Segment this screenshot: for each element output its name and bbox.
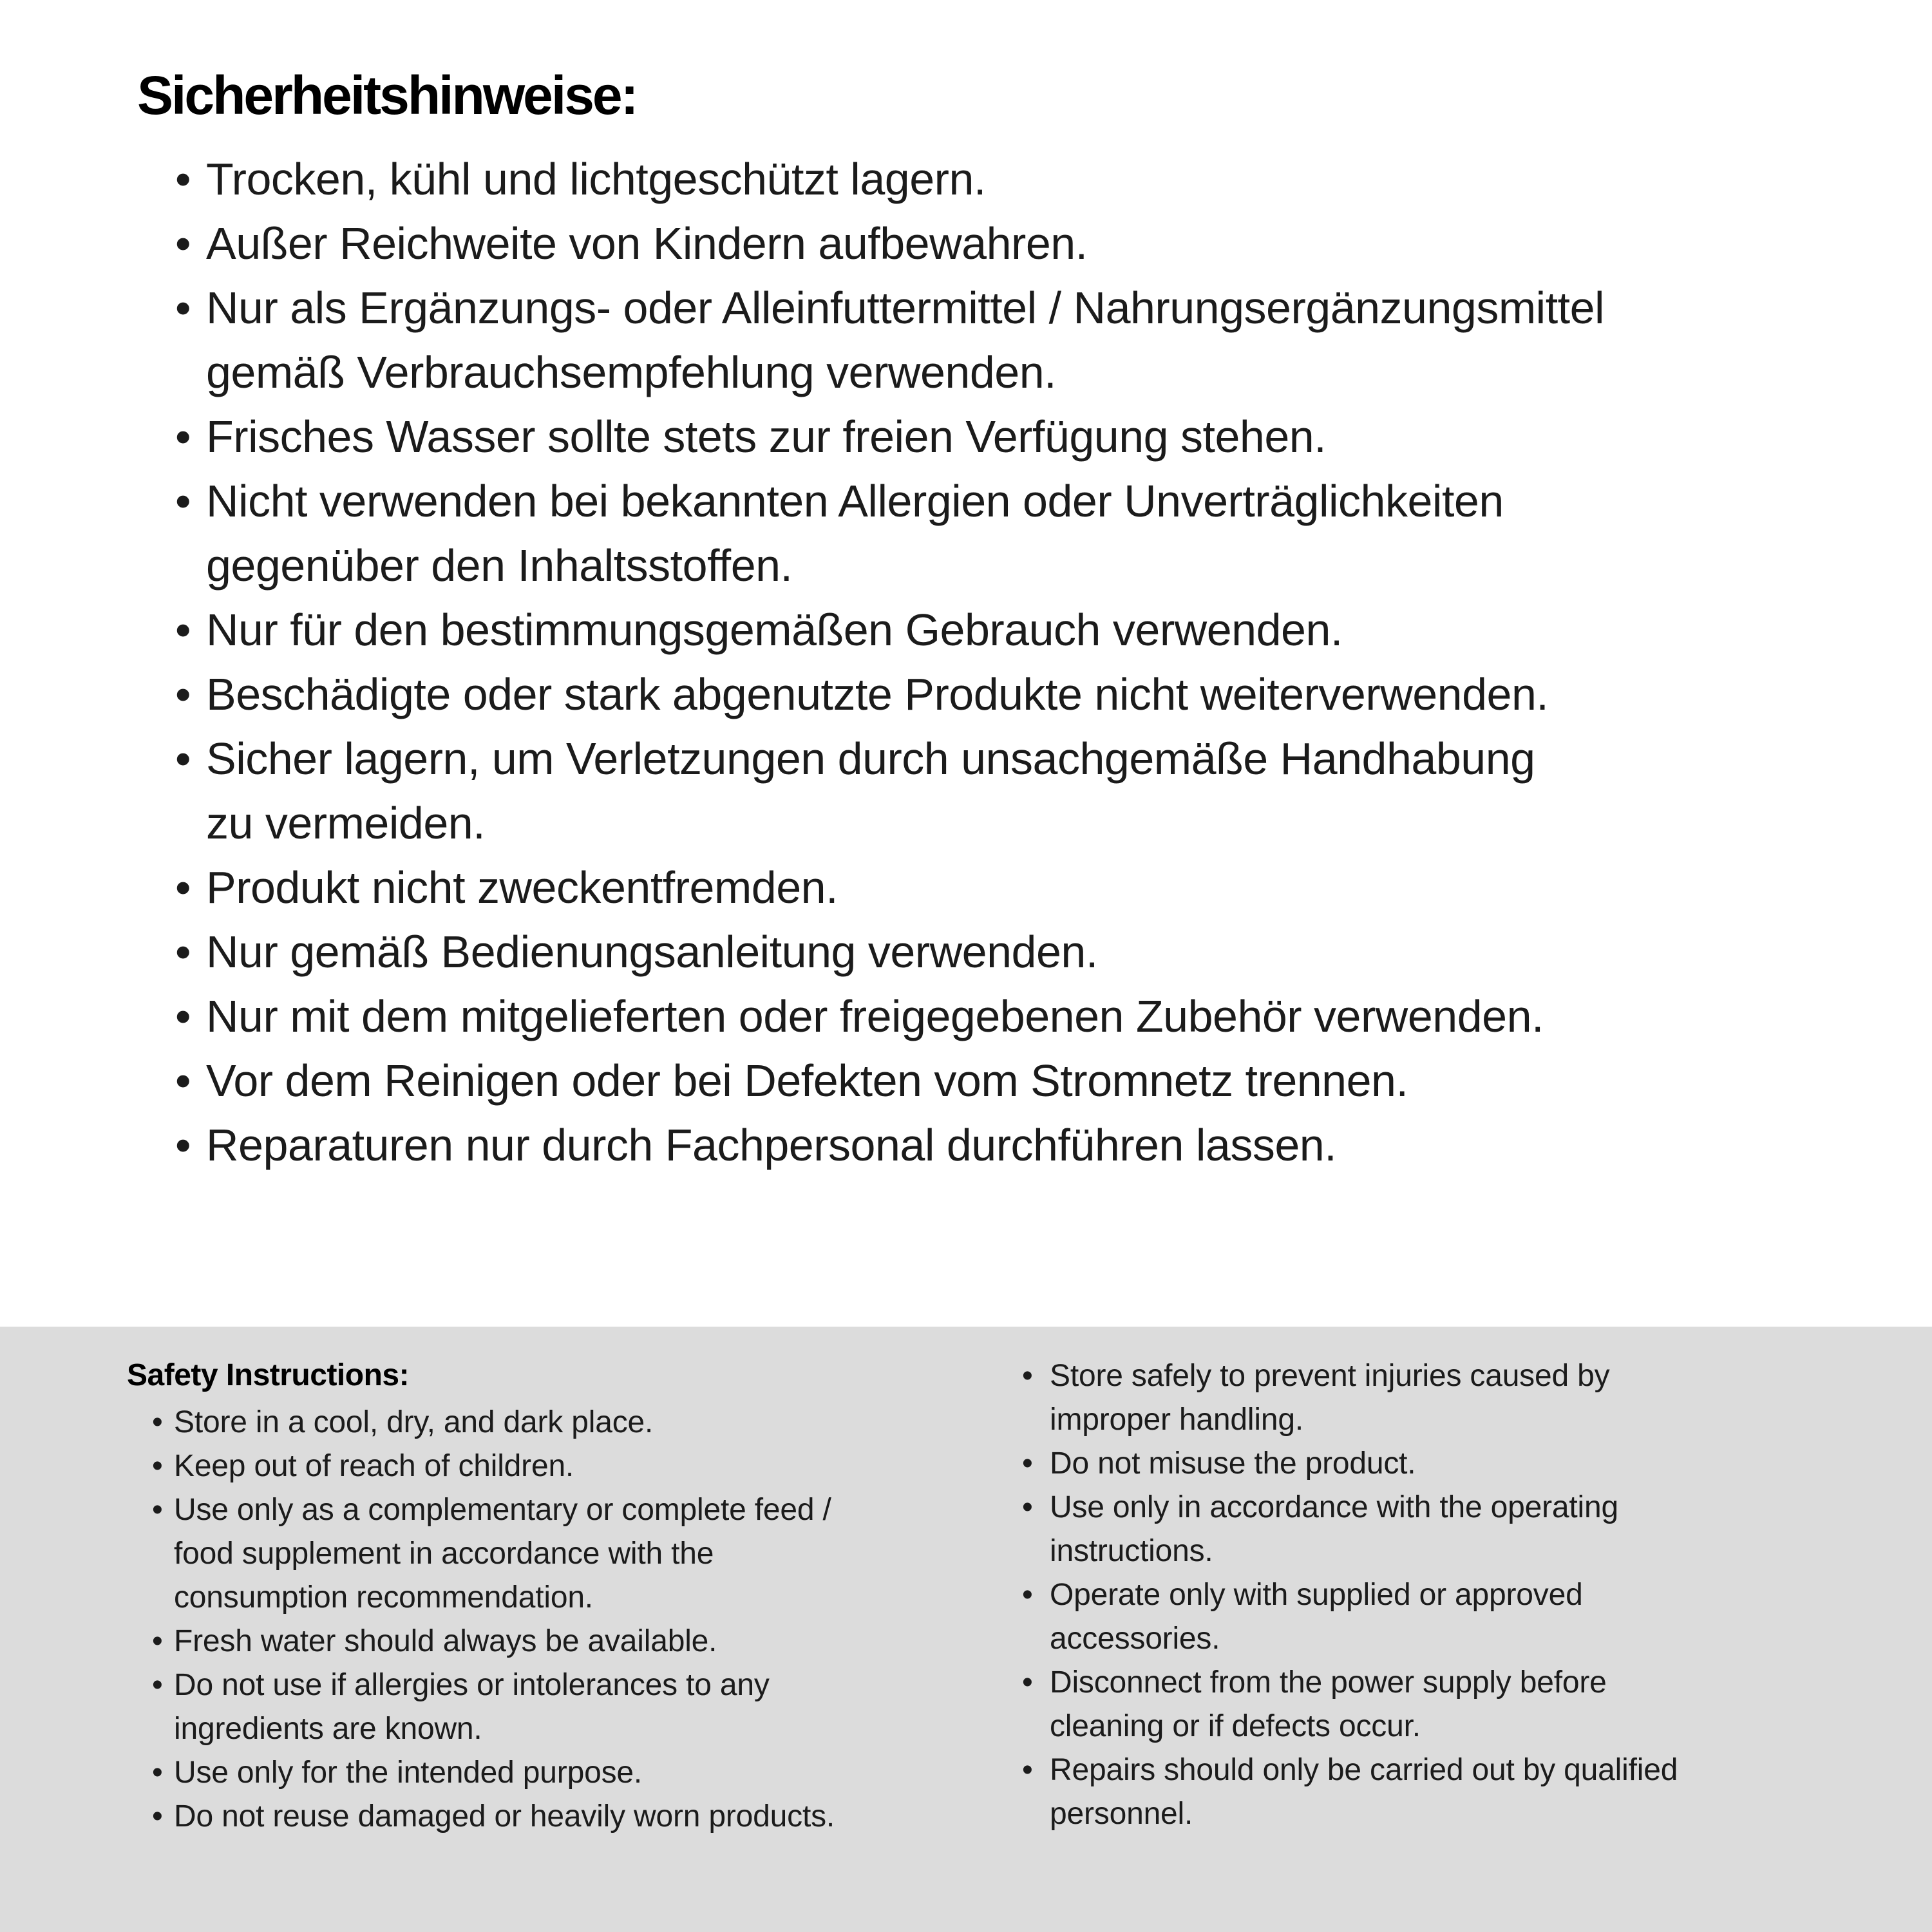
list-item-text: Nur als Ergänzungs- oder Alleinfuttermittel / Nahrungsergänzungsmittel [206, 283, 1605, 333]
list-item-text: accessories. [1050, 1622, 1220, 1656]
list-item-text: Nur für den bestimmungsgemäßen Gebrauch verwenden. [206, 605, 1343, 655]
bullet-icon: • [152, 1799, 163, 1833]
list-item-text: cleaning or if defects occur. [1050, 1709, 1421, 1743]
german-bullet-list [138, 147, 1604, 1177]
list-item [1008, 1486, 1678, 1530]
list-item [1008, 1354, 1678, 1398]
bullet-icon: • [175, 218, 191, 269]
list-item [1008, 1661, 1678, 1705]
list-item [138, 1113, 1604, 1177]
bullet-icon: • [175, 991, 191, 1041]
list-item-text: Use only as a complementary or complete feed / [174, 1493, 831, 1527]
bullet-icon: • [175, 283, 191, 333]
list-item-text: Nicht verwenden bei bekannten Allergien oder Unverträglichkeiten [206, 476, 1504, 526]
list-item-text: gegenüber den Inhaltsstoffen. [206, 540, 793, 591]
list-item [1008, 1705, 1678, 1748]
list-item-text: zu vermeiden. [206, 798, 486, 848]
bullet-icon: • [175, 154, 191, 204]
list-item [138, 984, 1604, 1048]
bullet-icon: • [1022, 1446, 1033, 1481]
list-item [135, 1707, 835, 1751]
english-right-column-list [1008, 1354, 1678, 1836]
list-item-text: Produkt nicht zweckentfremden. [206, 862, 838, 913]
bullet-icon: • [152, 1405, 163, 1439]
list-item [138, 791, 1604, 855]
list-item [1008, 1442, 1678, 1486]
list-item-text: Do not misuse the product. [1050, 1446, 1416, 1481]
list-item-text: Beschädigte oder stark abgenutzte Produkte nicht weiterverwenden. [206, 669, 1549, 719]
list-item [1008, 1530, 1678, 1573]
bullet-icon: • [175, 862, 191, 913]
list-item [138, 1048, 1604, 1113]
list-item [138, 855, 1604, 920]
list-item-text: Repairs should only be carried out by qualified [1050, 1753, 1678, 1787]
list-item-text: food supplement in accordance with the [174, 1537, 714, 1571]
list-item-text: Do not reuse damaged or heavily worn products. [174, 1799, 835, 1833]
list-item-text: Frisches Wasser sollte stets zur freien Verfügung stehen. [206, 412, 1327, 462]
bullet-icon: • [175, 734, 191, 784]
list-item [138, 598, 1604, 662]
list-item [135, 1488, 835, 1532]
list-item-text: Store safely to prevent injuries caused by [1050, 1359, 1610, 1393]
list-item [135, 1532, 835, 1576]
bullet-icon: • [175, 412, 191, 462]
english-section-title: Safety Instructions: [127, 1358, 410, 1392]
list-item-text: Store in a cool, dry, and dark place. [174, 1405, 654, 1439]
german-section-title: Sicherheitshinweise: [137, 65, 637, 126]
bullet-icon: • [1022, 1753, 1033, 1787]
list-item [135, 1444, 835, 1488]
list-item-text: Do not use if allergies or intolerances to any [174, 1668, 770, 1702]
list-item-text: improper handling. [1050, 1403, 1303, 1437]
list-item [1008, 1792, 1678, 1836]
list-item-text: personnel. [1050, 1797, 1193, 1831]
bullet-icon: • [175, 927, 191, 977]
list-item-text: gemäß Verbrauchsempfehlung verwenden. [206, 347, 1057, 397]
list-item-text: Use only for the intended purpose. [174, 1756, 643, 1790]
list-item [138, 147, 1604, 211]
bullet-icon: • [175, 1120, 191, 1170]
list-item [138, 469, 1604, 533]
bullet-icon: • [175, 605, 191, 655]
list-item [1008, 1573, 1678, 1617]
list-item [135, 1795, 835, 1839]
bullet-icon: • [152, 1624, 163, 1658]
bullet-icon: • [152, 1449, 163, 1483]
list-item [138, 276, 1604, 340]
list-item-text: Use only in accordance with the operating [1050, 1490, 1618, 1524]
list-item [138, 340, 1604, 404]
list-item-text: Sicher lagern, um Verletzungen durch unsachgemäße Handhabung [206, 734, 1535, 784]
bullet-icon: • [152, 1668, 163, 1702]
list-item-text: Operate only with supplied or approved [1050, 1578, 1583, 1612]
list-item [138, 662, 1604, 726]
list-item-text: Fresh water should always be available. [174, 1624, 717, 1658]
bullet-icon: • [175, 669, 191, 719]
bullet-icon: • [1022, 1490, 1033, 1524]
list-item [1008, 1398, 1678, 1442]
bullet-icon: • [152, 1493, 163, 1527]
list-item-text: Vor dem Reinigen oder bei Defekten vom Stromnetz trennen. [206, 1056, 1408, 1106]
list-item [138, 726, 1604, 791]
list-item [135, 1751, 835, 1795]
bullet-icon: • [175, 476, 191, 526]
list-item-text: consumption recommendation. [174, 1580, 593, 1615]
list-item [135, 1401, 835, 1444]
list-item-text: Keep out of reach of children. [174, 1449, 574, 1483]
list-item [138, 533, 1604, 598]
list-item-text: Reparaturen nur durch Fachpersonal durchführen lassen. [206, 1120, 1337, 1170]
list-item [138, 211, 1604, 276]
bullet-icon: • [1022, 1578, 1033, 1612]
bullet-icon: • [152, 1756, 163, 1790]
list-item [135, 1620, 835, 1663]
list-item-text: Nur gemäß Bedienungsanleitung verwenden. [206, 927, 1098, 977]
bullet-icon: • [175, 1056, 191, 1106]
bullet-icon: • [1022, 1665, 1033, 1700]
list-item-text: ingredients are known. [174, 1712, 482, 1746]
list-item-text: Nur mit dem mitgelieferten oder freigegebenen Zubehör verwenden. [206, 991, 1544, 1041]
list-item [138, 404, 1604, 469]
list-item [1008, 1617, 1678, 1661]
list-item [135, 1663, 835, 1707]
list-item [138, 920, 1604, 984]
list-item-text: Trocken, kühl und lichtgeschützt lagern. [206, 154, 986, 204]
list-item-text: Disconnect from the power supply before [1050, 1665, 1607, 1700]
english-left-column-list [135, 1401, 835, 1839]
list-item-text: Außer Reichweite von Kindern aufbewahren. [206, 218, 1088, 269]
list-item [1008, 1748, 1678, 1792]
bullet-icon: • [1022, 1359, 1033, 1393]
list-item [135, 1576, 835, 1620]
list-item-text: instructions. [1050, 1534, 1213, 1568]
english-section [0, 1327, 1932, 1932]
